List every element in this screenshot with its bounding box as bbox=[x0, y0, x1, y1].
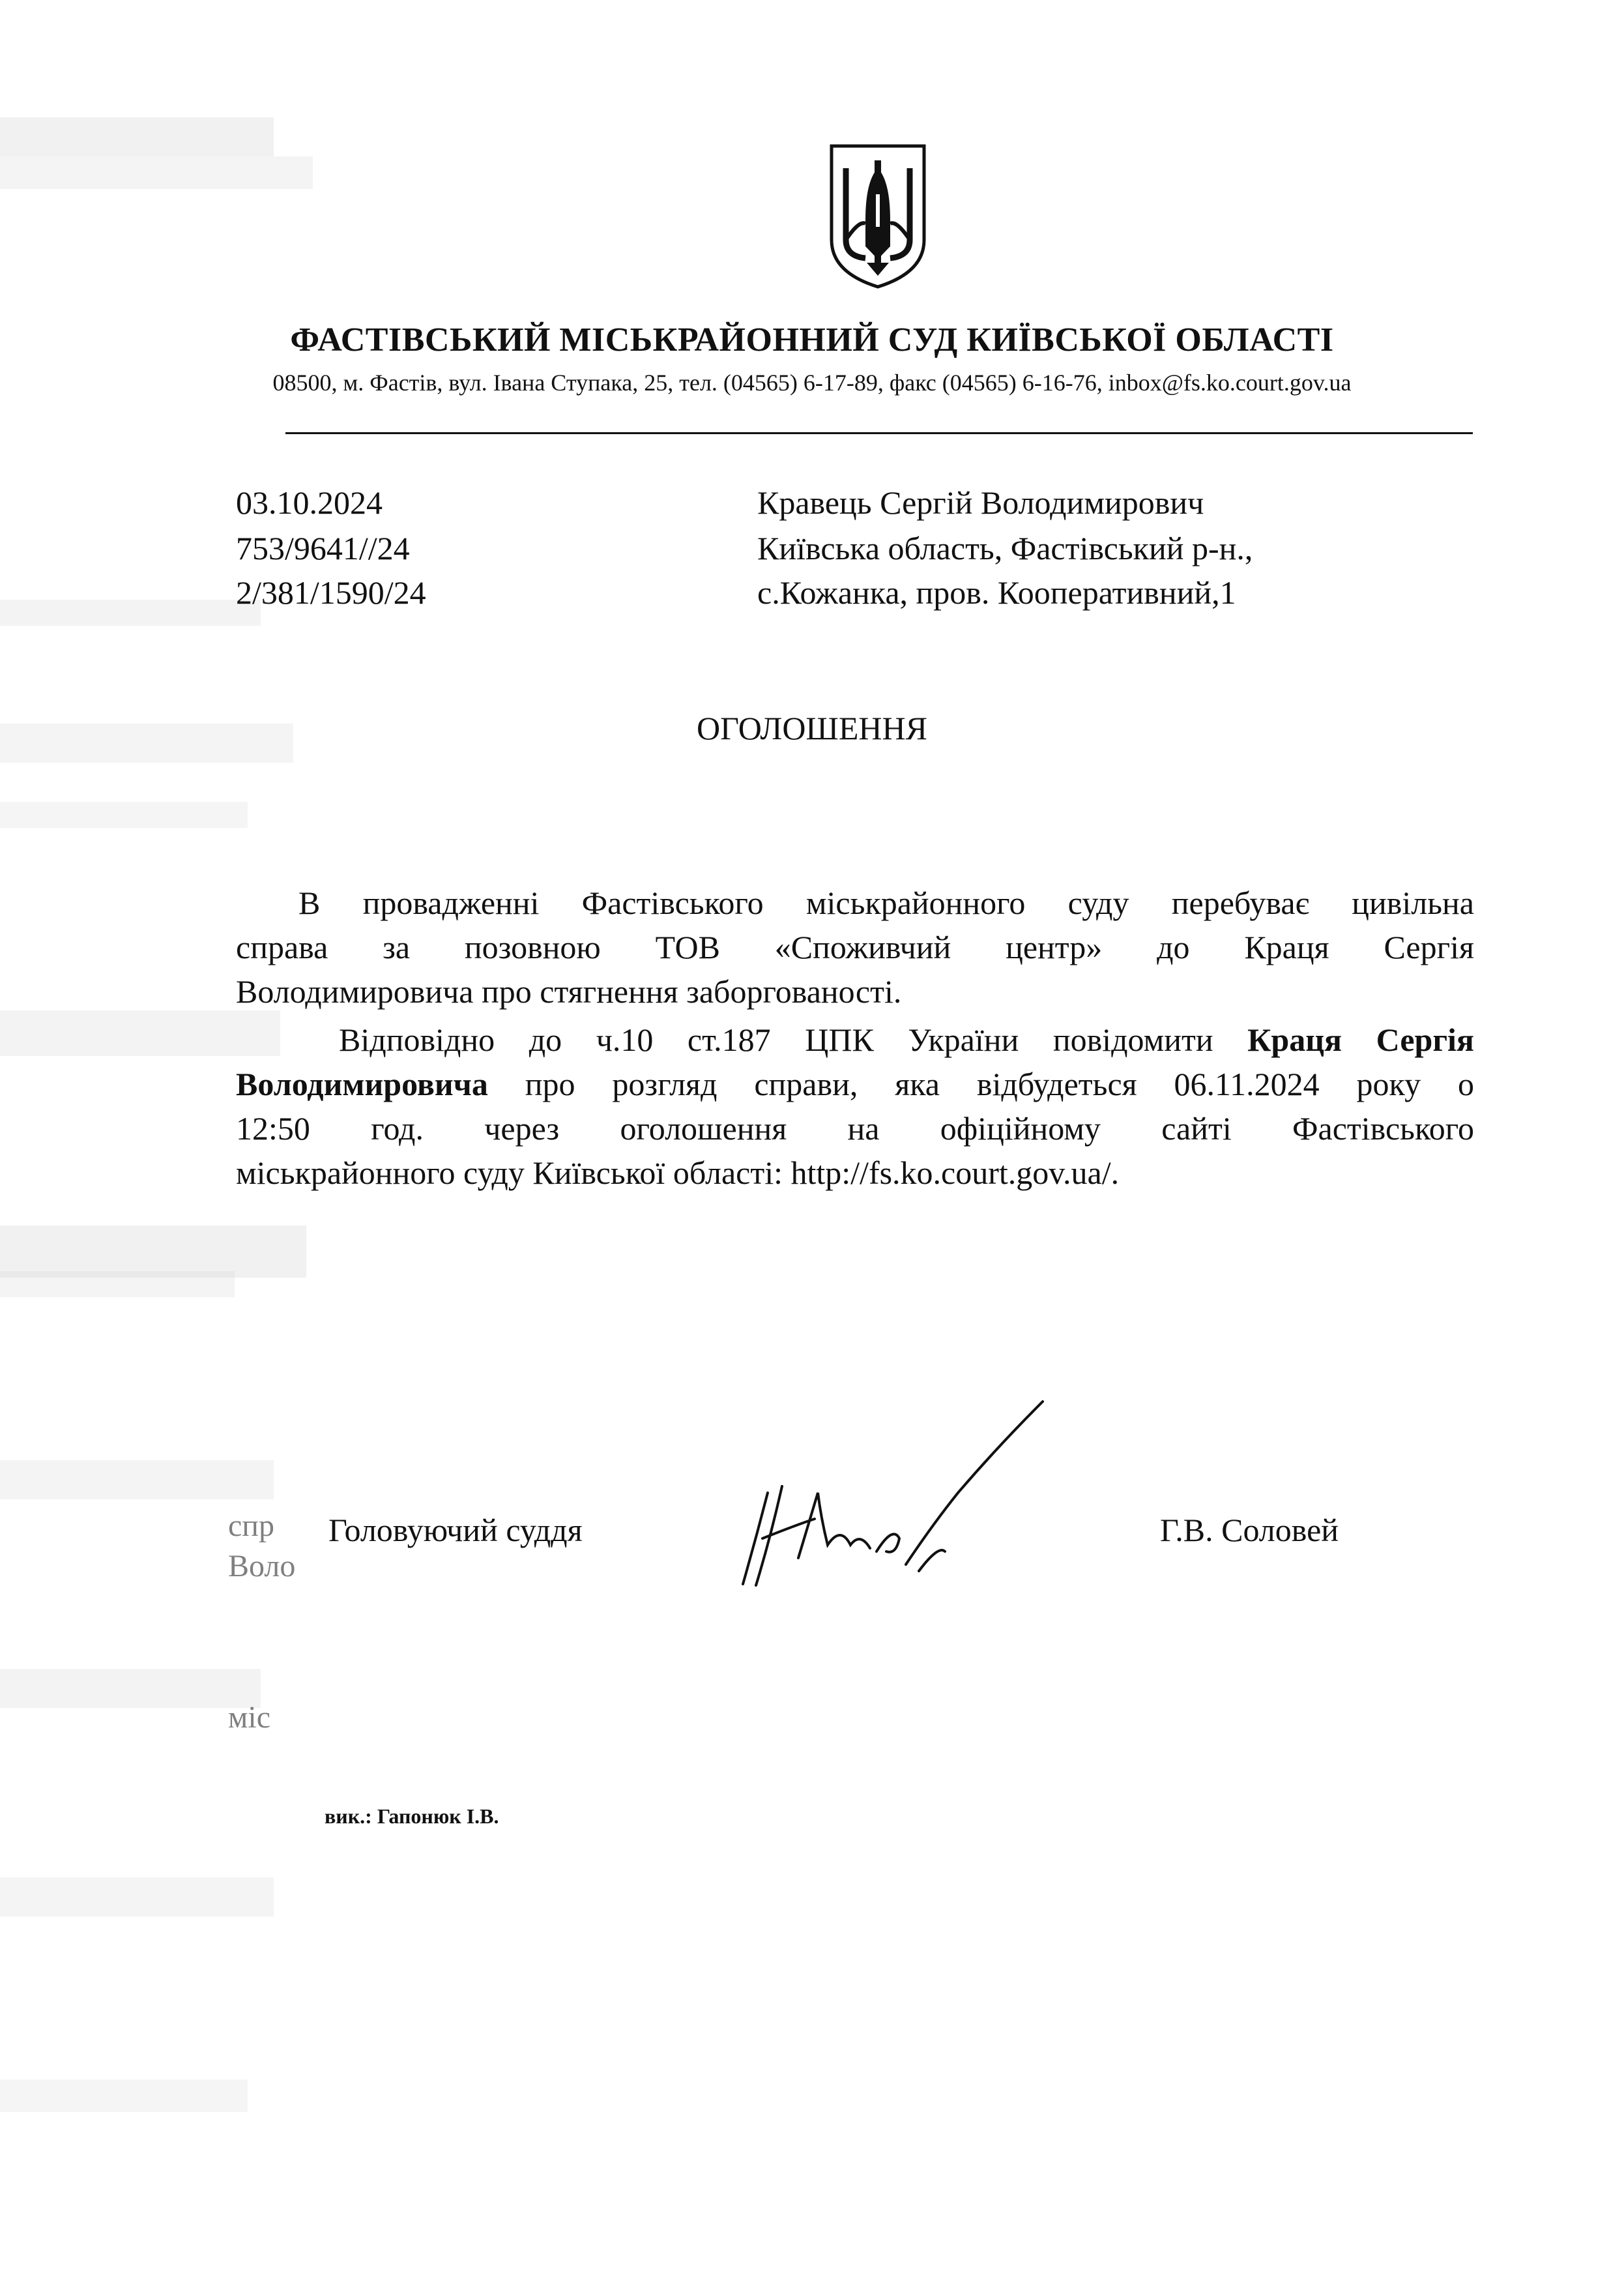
bleed-through-line1: спр bbox=[228, 1508, 274, 1543]
bleed-through-line2: Воло bbox=[228, 1549, 296, 1583]
recipient-address-line1: Київська область, Фастівський р-н., bbox=[757, 530, 1253, 566]
proceeding-number: 2/381/1590/24 bbox=[236, 574, 426, 611]
notice-paragraph1-line1: В провадженні Фастівського міськрайонного суду перебуває цивільна bbox=[298, 885, 1474, 921]
notice-paragraph2-line2 bbox=[236, 1065, 1474, 1104]
court-address: 08500, м. Фастів, вул. Івана Ступака, 25, тел. (04565) 6-17-89, факс (04565) 6-16-76, inbox@fs.ko.court.gov.ua bbox=[272, 370, 1352, 396]
judge-signature bbox=[736, 1395, 1101, 1591]
notice-paragraph1-line2: справа за позовною ТОВ «Споживчий центр» до Краця Сергія bbox=[236, 929, 1474, 965]
ukraine-trident-icon bbox=[826, 142, 929, 291]
notice-p2-line2-text: про розгляд справи, яка відбудеться 06.11.2024 року о bbox=[487, 1066, 1474, 1102]
notice-title: ОГОЛОШЕННЯ bbox=[697, 710, 927, 746]
executor-note: вик.: Гапонюк І.В. bbox=[325, 1804, 499, 1828]
header-divider bbox=[285, 432, 1473, 434]
notice-p2-line1-text: Відповідно до ч.10 ст.187 ЦПК України повідомити bbox=[339, 1021, 1248, 1058]
defendant-name-part1: Краця Сергія bbox=[1247, 1021, 1474, 1058]
document-date: 03.10.2024 bbox=[236, 484, 383, 521]
bleed-through-text bbox=[228, 1506, 295, 1738]
judge-name: Г.В. Соловей bbox=[1160, 1512, 1339, 1548]
case-number: 753/9641//24 bbox=[236, 530, 410, 566]
recipient-address-line2: с.Кожанка, пров. Кооперативний,1 bbox=[757, 574, 1236, 611]
recipient-name: Кравець Сергій Володимирович bbox=[757, 484, 1204, 521]
court-name: ФАСТІВСЬКИЙ МІСЬКРАЙОННИЙ СУД КИЇВСЬКОЇ ОБЛАСТІ bbox=[290, 321, 1334, 359]
notice-paragraph1-line3: Володимировича про стягнення заборгованості. bbox=[236, 973, 902, 1010]
defendant-name-part2: Володимировича bbox=[236, 1066, 488, 1102]
notice-paragraph2-line1 bbox=[339, 1020, 1474, 1059]
notice-paragraph2-line3: 12:50 год. через оголошення на офіційному сайті Фастівського bbox=[236, 1110, 1474, 1147]
notice-paragraph2-line4: міськрайонного суду Київської області: http://fs.ko.court.gov.ua/. bbox=[236, 1154, 1120, 1191]
judge-title: Головуючий суддя bbox=[328, 1512, 583, 1548]
bleed-through-line3: міс bbox=[228, 1700, 271, 1735]
